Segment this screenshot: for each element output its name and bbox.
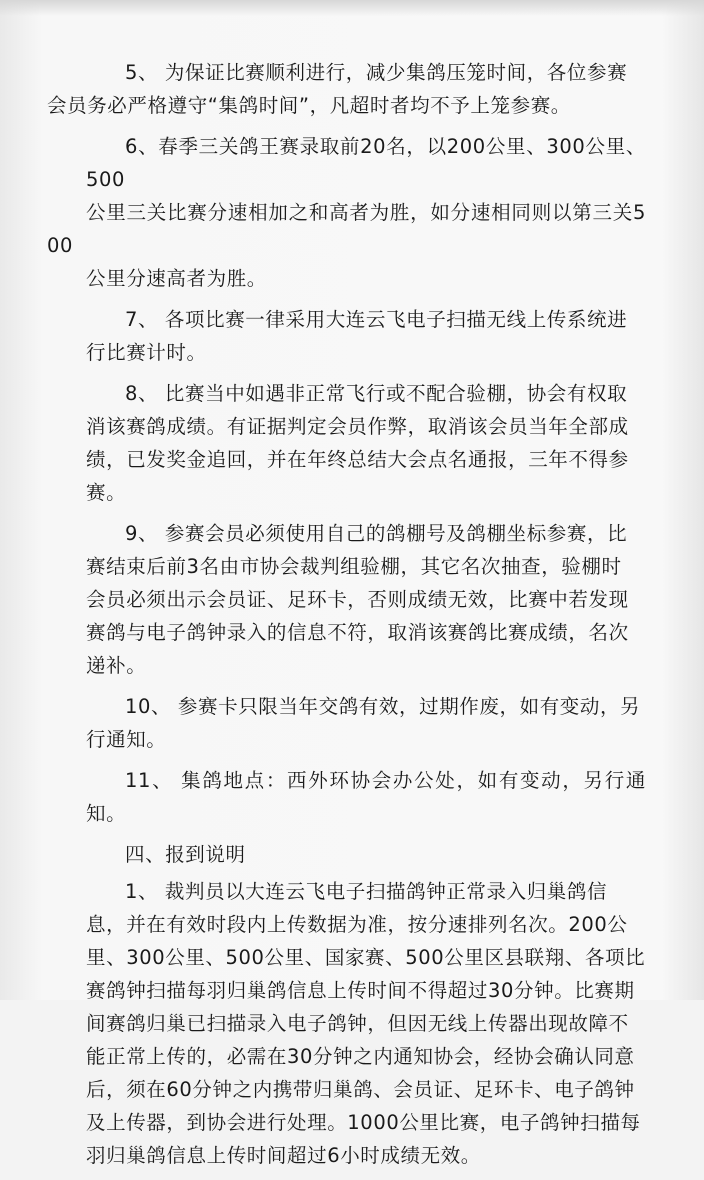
rule-item-8-line: 8、 比赛当中如遇非正常飞行或不配合验棚，协会有权取 <box>125 382 628 405</box>
report-item-1-line: 赛鸽钟扫描每羽归巢鸽信息上传时间不得超过30分钟。比赛期 <box>86 979 635 1002</box>
rule-item-5-line: 5、 为保证比赛顺利进行，减少集鸽压笼时间，各位参赛 <box>125 61 628 84</box>
rule-item-7-line: 行比赛计时。 <box>86 341 207 364</box>
rule-item-9-line: 递补。 <box>86 654 147 677</box>
rule-item-6-line: 公里三关比赛分速相加之和高者为胜，如分速相同则以第三关500 <box>47 201 646 257</box>
report-item-1-line: 后，须在60分钟之内携带归巢鸽、会员证、足环卡、电子鸽钟 <box>86 1078 635 1101</box>
rule-item-9-line: 赛结束后前3名由市协会裁判组验棚，其它名次抽查，验棚时 <box>86 555 622 578</box>
section-4-title: 四、报到说明 <box>125 843 246 866</box>
rule-item-9 <box>86 517 646 682</box>
rule-item-10 <box>86 690 646 756</box>
rule-item-10-line: 10、 参赛卡只限当年交鸽有效，过期作废，如有变动，另 <box>125 695 641 718</box>
rule-item-5 <box>47 56 646 122</box>
report-item-1-line: 及上传器，到协会进行处理。1000公里比赛，电子鸽钟扫描每 <box>86 1111 641 1134</box>
rule-item-9-line: 会员必须出示会员证、足环卡，否则成绩无效，比赛中若发现 <box>86 588 629 611</box>
section-heading <box>86 838 646 871</box>
report-item-1-line: 羽归巢鸽信息上传时间超过6小时成绩无效。 <box>86 1144 481 1167</box>
rule-item-8 <box>86 377 646 509</box>
document-body <box>47 56 646 1180</box>
rule-item-9-line: 赛鸽与电子鸽钟录入的信息不符，取消该赛鸽比赛成绩，名次 <box>86 621 629 644</box>
rule-item-10-line: 行通知。 <box>86 728 167 751</box>
rule-item-6-line: 6、春季三关鸽王赛录取前20名，以200公里、300公里、500 <box>86 135 646 191</box>
rule-item-5-line: 会员务必严格遵守“集鸽时间”，凡超时者均不予上笼参赛。 <box>47 94 571 117</box>
rule-item-7 <box>86 303 646 369</box>
rule-item-11-line: 11、 集鸽地点：西外环协会办公处，如有变动，另行通知。 <box>86 769 646 825</box>
rule-item-8-line: 赛。 <box>86 481 127 504</box>
report-item-1 <box>86 875 646 1172</box>
rule-item-8-line: 消该赛鸽成绩。有证据判定会员作弊，取消该会员当年全部成 <box>86 415 629 438</box>
rule-item-6-line: 公里分速高者为胜。 <box>86 267 267 290</box>
rule-item-6 <box>47 130 646 295</box>
report-item-1-line: 息，并在有效时段内上传数据为准，按分速排列名次。200公 <box>86 913 628 936</box>
page-top-shadow <box>0 0 704 16</box>
rule-item-9-line: 9、 参赛会员必须使用自己的鸽棚号及鸽棚坐标参赛，比 <box>125 522 628 545</box>
rule-item-7-line: 7、 各项比赛一律采用大连云飞电子扫描无线上传系统进 <box>125 308 628 331</box>
report-item-1-line: 1、 裁判员以大连云飞电子扫描鸽钟正常录入归巢鸽信 <box>125 880 608 903</box>
rule-item-8-line: 绩，已发奖金追回，并在年终总结大会点名通报，三年不得参 <box>86 448 629 471</box>
report-item-1-line: 间赛鸽归巢已扫描录入电子鸽钟，但因无线上传器出现故障不 <box>86 1012 629 1035</box>
report-item-1-line: 里、300公里、500公里、国家赛、500公里区县联翔、各项比 <box>86 946 646 969</box>
rule-item-11 <box>86 764 646 830</box>
report-item-1-line: 能正常上传的，必需在30分钟之内通知协会，经协会确认同意 <box>86 1045 635 1068</box>
